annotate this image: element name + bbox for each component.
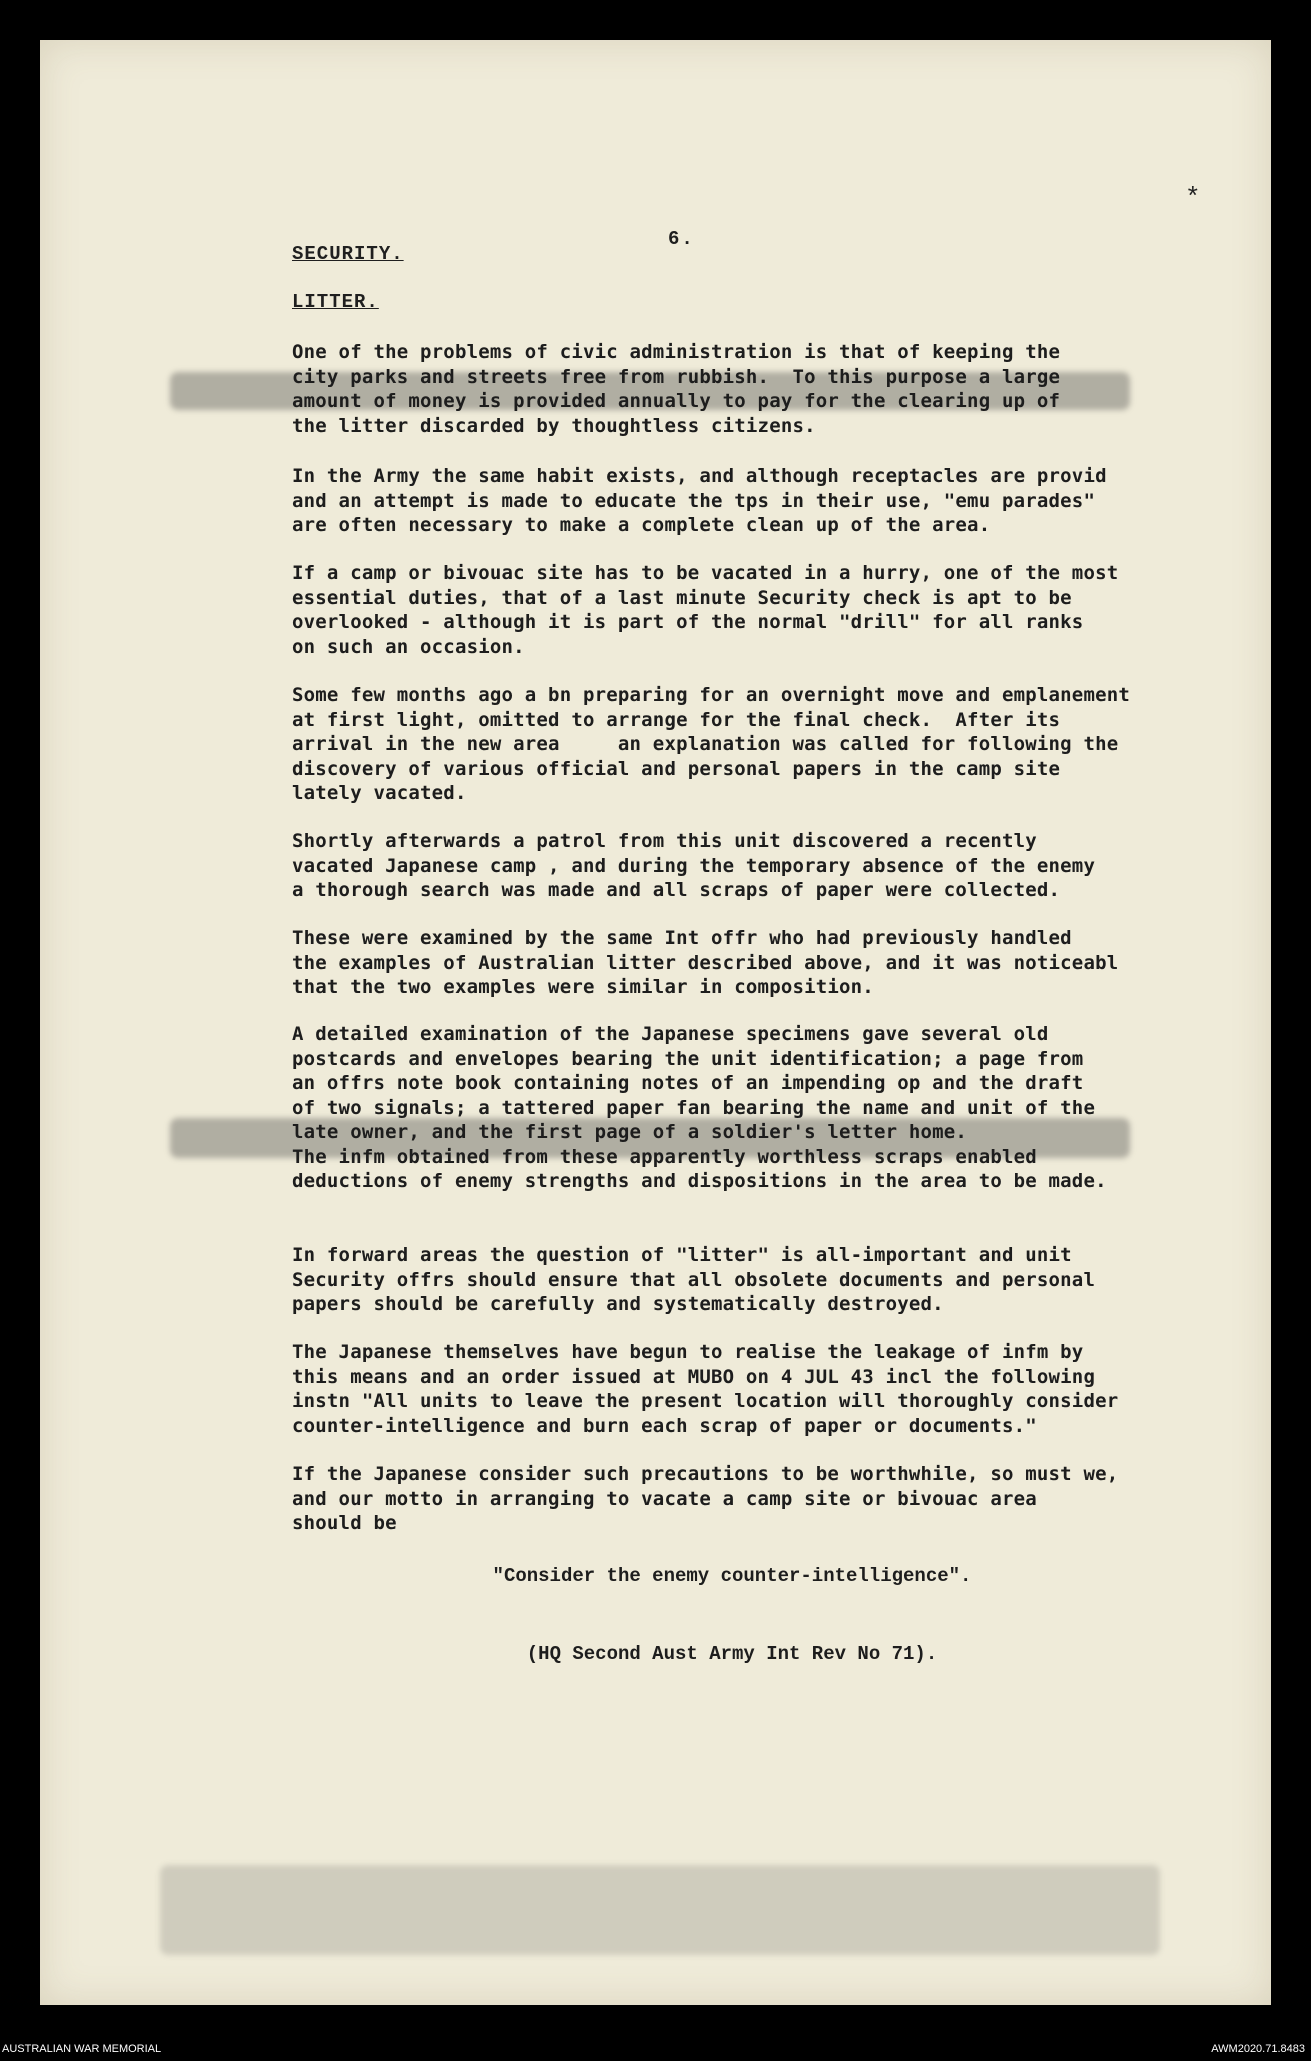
paragraph-7: A detailed examination of the Japanese specimens gave several old postcards and envelopes bearing the unit identification; a page from an offrs note book containing notes of an impending op and the draft of two signals; a tattered paper fan bearing the name and unit of the late owner, and the first page of a soldier's letter home. The infm obtained from these apparently worthless scraps enabled deductions of enemy strengths and dispositions in the area to be made. — [292, 1023, 1107, 1192]
heading-litter: LITTER. — [292, 291, 379, 313]
paragraph-2: In the Army the same habit exists, and although receptacles are provid and an attempt is made to educate the tps in their use, "emu parades" are often necessary to make a complete clean up of the area. — [292, 465, 1107, 536]
paragraph-5: Shortly afterwards a patrol from this unit discovered a recently vacated Japanese camp , and during the temporary absence of the enemy a thorough search was made and all scraps of paper were collected. — [292, 830, 1096, 901]
footer-accession-number: AWM2020.71.8483 — [1211, 2043, 1305, 2055]
source-citation: (HQ Second Aust Army Int Rev No 71). — [526, 1643, 938, 1665]
paragraph-9: The Japanese themselves have begun to realise the leakage of infm by this means and an order issued at MUBO on 4 JUL 43 incl the following instn "All units to leave the present location will thoroughly consider counter-intelligence and burn each scrap of paper or documents." — [292, 1341, 1119, 1437]
footer-archive-name: AUSTRALIAN WAR MEMORIAL — [2, 2043, 162, 2055]
page-mark: * — [1185, 183, 1201, 213]
page-number: 6. — [668, 228, 695, 250]
paragraph-4: Some few months ago a bn preparing for an overnight move and emplanement at first light, omitted to arrange for the final check. After its arrival in the new area an explanation was called for following the discovery of various official and personal papers in the camp site lately vacated. — [292, 684, 1131, 804]
motto: "Consider the enemy counter-intelligence". — [492, 1565, 972, 1587]
paragraph-10: If the Japanese consider such precautions to be worthwhile, so must we, and our motto in arranging to vacate a camp site or bivouac area should be — [292, 1463, 1119, 1534]
ink-smudge — [160, 1865, 1160, 1955]
paragraph-8: In forward areas the question of "litter" is all-important and unit Security offrs should ensure that all obsolete documents and personal papers should be carefully and systematically destroyed. — [292, 1244, 1096, 1315]
heading-security: SECURITY. — [292, 243, 404, 265]
paragraph-1: One of the problems of civic administration is that of keeping the city parks and streets free from rubbish. To this purpose a large amount of money is provided annually to pay for the clearing up of the litter discarded by thoughtless citizens. — [292, 341, 1061, 437]
paragraph-6: These were examined by the same Int offr who had previously handled the examples of Australian litter described above, and it was noticeabl that the two examples were similar in composition. — [292, 927, 1119, 998]
paragraph-3: If a camp or bivouac site has to be vacated in a hurry, one of the most essential duties, that of a last minute Security check is apt to be overlooked - although it is part of the normal "drill" for all ranks on such an occasion. — [292, 562, 1119, 658]
